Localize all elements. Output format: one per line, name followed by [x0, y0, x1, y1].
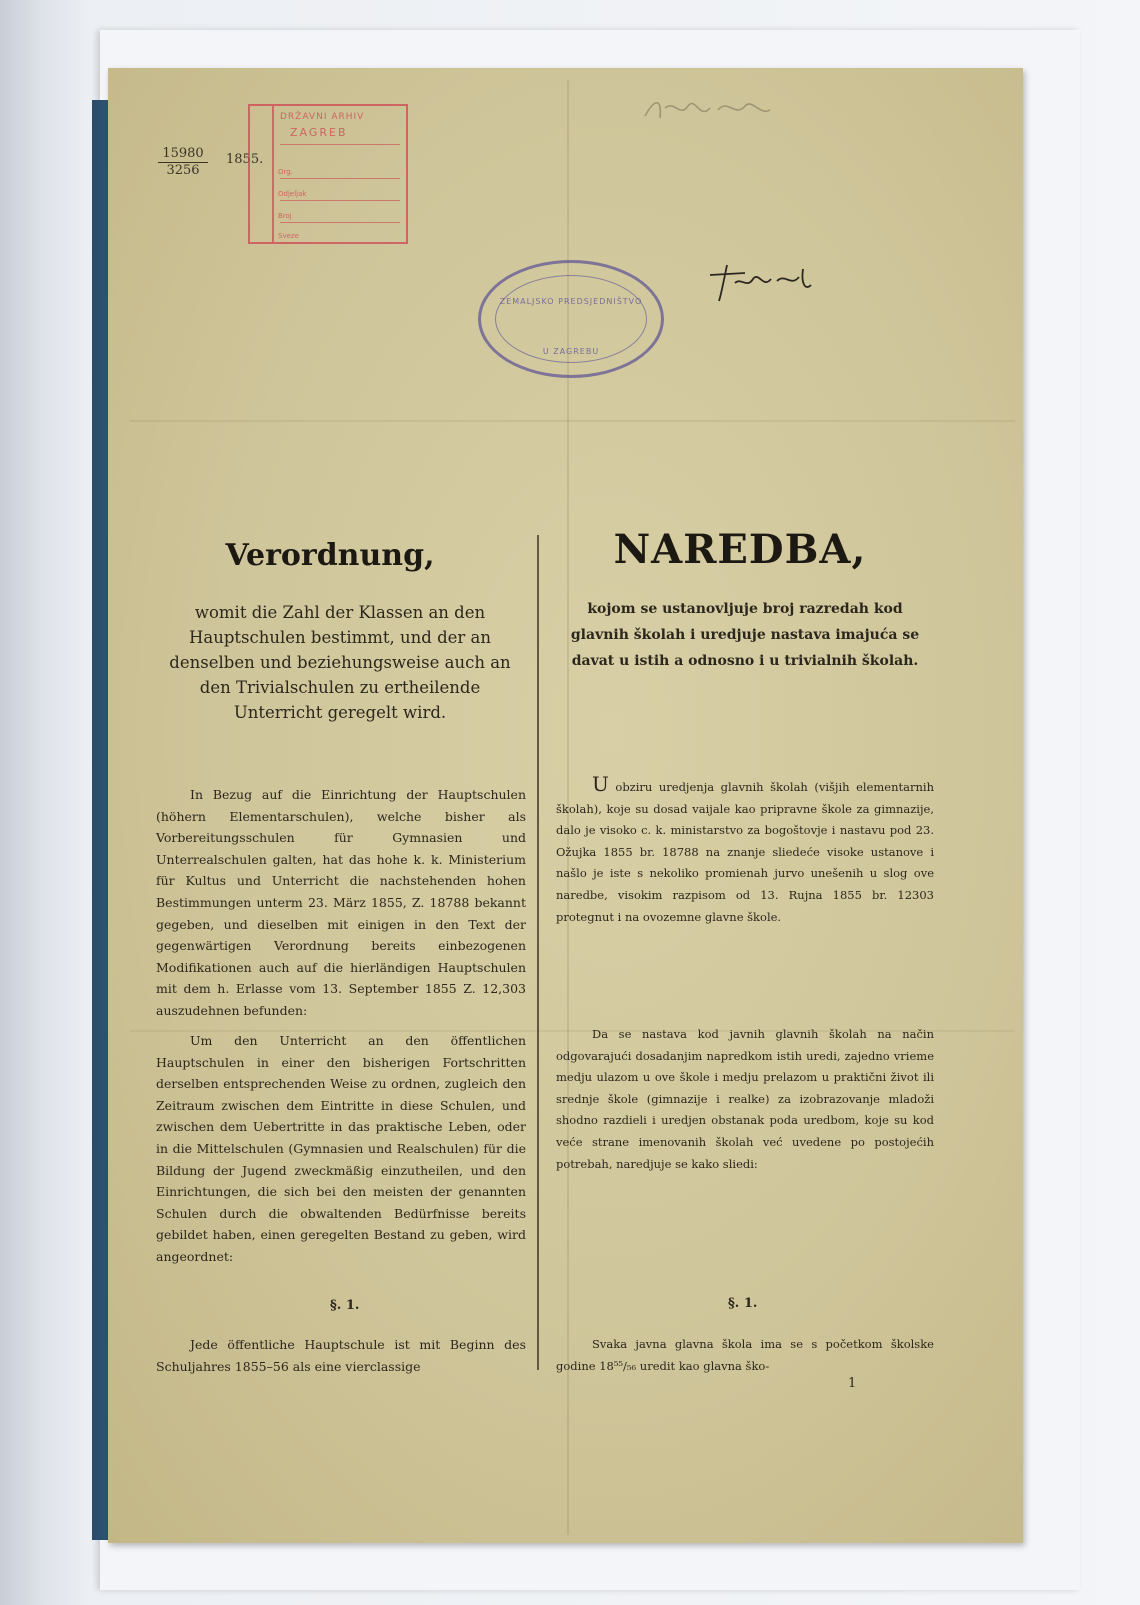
- croatian-title: NAREDBA,: [613, 526, 867, 573]
- archive-stamp-field: Sveze: [278, 232, 299, 240]
- german-subtitle: womit die Zahl der Klassen an den Hauptschulen bestimmt, und der an denselben und beziehungsweise auch an den Trivialschulen zu ertheilende Unterricht geregelt wird.: [169, 603, 511, 722]
- handwritten-signature: [705, 255, 825, 305]
- croatian-paragraph-2: Da se nastava kod javnih glavnih školah na način odgovarajući dosadanjim napredkom istih uredi, zajedno vrieme medju ulazom u ove škole i medju prelazom u praktični život ili srednje škole (gimnazije i realke) za izobrazovanje mladoži shodno razdieli i uredjen obstanak poda uredbom, koje su kod veće strane imenovanih školah već uvedene po postojećih potrebah, naredjuje se kako sliedi:: [556, 1027, 934, 1171]
- german-paragraph-2: Um den Unterricht an den öffentlichen Hauptschulen in einer den bisherigen Fortschritten derselben entsprechenden Weise zu ordnen, zugleich den Zeitraum zwischen dem Eintritte in diese Schulen, und zwischen dem Uebertritte in das praktische Leben, oder in die Mittelschulen (Gymnasien und Realschulen) für die Bildung der Jugend zweckmäßig einzutheilen, und den Einrichtungen, die sich bei den meisten der genannten Schulen durch die obwaltenden Bedürfnisse bereits gebildet haben, einen geregelten Bestand zu geben, wird angeordnet:: [156, 1033, 526, 1264]
- official-oval-stamp: [478, 260, 664, 378]
- fold-line-horizontal: [130, 420, 1015, 422]
- german-title: Verordnung,: [225, 538, 435, 573]
- croatian-paragraph-1: [556, 774, 934, 928]
- archive-stamp-line1: DRŽAVNI ARHIV: [280, 112, 365, 122]
- document-year: 1855.: [226, 152, 264, 167]
- german-paragraph-1: In Bezug auf die Einrichtung der Hauptschulen (höhern Elementarschulen), welche bisher als Vorbereitungsschulen für Gymnasien und Unterrealschulen galten, hat das hohe k. k. Ministerium für Kultus und Unterricht die nachstehenden hohen Bestimmungen unterm 23. März 1855, Z. 18788 bekannt gegeben, und dieselben mit einigen in den Text der gegenwärtigen Verordnung bereits einbezogenen Modifikationen auch auf die hierländigen Hauptschulen mit dem h. Erlasse vom 13. September 1855 Z. 12,303 auszudehnen befunden:: [156, 787, 526, 1018]
- oval-stamp-text: ZEMALJSKO PREDSJEDNIŠTVO: [499, 297, 643, 306]
- croatian-paragraph-1-text: obziru uredjenja glavnih školah (višjih elementarnih školah), koje su dosad vaijale kao pripravne škole za gimnazije, dalo je visoko c. k. ministarstvo za bogoštovje i nastavu pod 23. Ožujka 1855 br. 18788 na znanje sliedeće visoke ustanove i našlo je iste s nekoliko promienah jurvo unešenih u slog ove naredbe, visokim razpisom od 13. Rujna 1855 br. 12303 protegnut i na ovozemne glavne škole.: [556, 780, 934, 924]
- croatian-section-heading: §. 1.: [728, 1296, 758, 1311]
- reference-number-top: 15980: [158, 146, 208, 163]
- croatian-drop-cap: U: [592, 772, 609, 796]
- column-divider: [537, 535, 539, 1370]
- archive-stamp-field: Org.: [278, 168, 293, 176]
- croatian-subtitle: kojom se ustanovljuje broj razredah kod glavnih školah i uredjuje nastava imajuća se davat u istih a odnosno i u trivialnih školah.: [570, 601, 920, 669]
- handwritten-note-top: [640, 88, 800, 128]
- archive-stamp-line2: ZAGREB: [290, 126, 348, 139]
- archive-stamp: [248, 104, 408, 244]
- reference-number: [158, 146, 208, 180]
- archive-stamp-field: Broj: [278, 212, 292, 220]
- croatian-paragraph-3: Svaka javna glavna škola ima se s početkom školske godine 18⁵⁵/₅₆ uredit kao glavna ško-: [556, 1337, 934, 1373]
- german-paragraph-3: Jede öffentliche Hauptschule ist mit Beginn des Schuljahres 1855–56 als eine vierclassige: [156, 1337, 526, 1374]
- page-number: 1: [848, 1376, 857, 1391]
- german-section-heading: §. 1.: [330, 1298, 360, 1313]
- reference-number-bottom: 3256: [166, 163, 200, 179]
- archive-stamp-field: Odjeljak: [278, 190, 307, 198]
- oval-stamp-city: U ZAGREBU: [542, 347, 600, 356]
